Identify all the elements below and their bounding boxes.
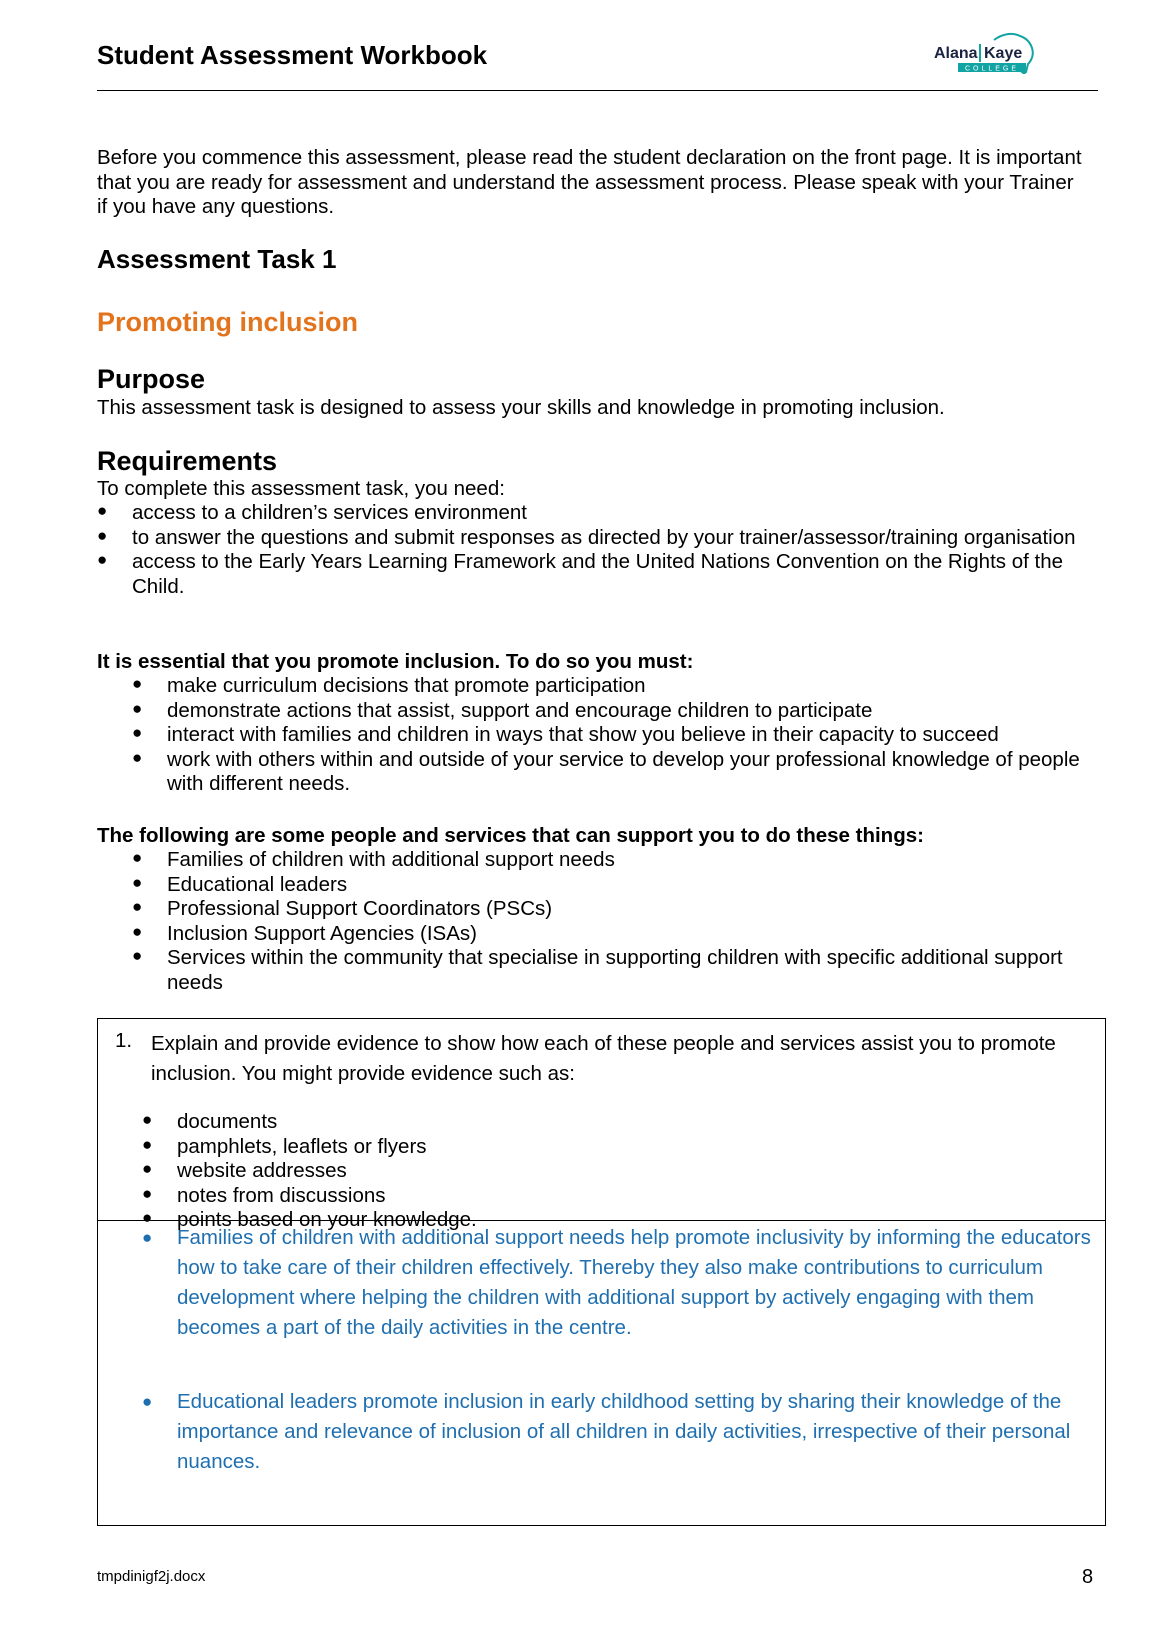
bullet-icon: ● <box>132 747 143 767</box>
page-header <box>97 38 1098 91</box>
answer-divider <box>98 1220 1105 1221</box>
bullet-icon: ● <box>132 674 143 693</box>
bullet-icon: ● <box>97 525 108 545</box>
list-item: ● website addresses <box>142 1159 347 1182</box>
logo-word-college: COLLEGE <box>964 65 1020 73</box>
list-item: ● make curriculum decisions that promote participation <box>132 674 646 697</box>
footer-filename: tmpdinigf2j.docx <box>97 1568 206 1585</box>
requirements-intro: To complete this assessment task, you need: <box>97 477 505 500</box>
list-item: ● access to the Early Years Learning Framework and the United Nations Convention on the Rights of the Child. <box>97 550 1064 598</box>
question-box <box>97 1018 1106 1526</box>
list-item: ● work with others within and outside of your service to develop your professional knowledge of people with different needs. <box>132 747 1080 795</box>
list-item: ● access to a children’s services environment <box>97 501 527 524</box>
question-text: Explain and provide evidence to show how each of these people and services assist you to promote inclusion. You might provide evidence such as: <box>151 1032 1056 1085</box>
answer-paragraph[interactable]: ● Educational leaders promote inclusion in early childhood setting by sharing their knowledge of the importance and relevance of inclusion of all children in daily activities, irrespective of their personal nuances. <box>142 1387 1092 1477</box>
footer-page-number: 8 <box>1082 1566 1094 1588</box>
supports-heading: The following are some people and services that can support you to do these things: <box>97 824 924 847</box>
bullet-icon: ● <box>142 1183 153 1203</box>
supports-list <box>132 848 1087 995</box>
bullet-icon: ● <box>142 1134 153 1154</box>
evidence-list <box>142 1110 1042 1233</box>
bullet-icon: ● <box>132 921 143 941</box>
essential-list <box>132 674 1087 797</box>
requirements-list <box>97 501 1087 599</box>
bullet-icon: ● <box>132 848 143 867</box>
section-title: Promoting inclusion <box>97 307 358 337</box>
list-item: ● Services within the community that specialise in supporting children with specific additional support needs <box>132 946 1063 994</box>
bullet-icon: ● <box>132 698 143 718</box>
college-logo <box>932 32 1042 78</box>
header-title: Student Assessment Workbook <box>97 40 488 70</box>
list-item: ● Professional Support Coordinators (PSCs) <box>132 897 553 920</box>
list-item: ● documents <box>142 1110 278 1133</box>
bullet-icon: ● <box>142 1392 153 1411</box>
list-item: ● Educational leaders <box>132 872 348 896</box>
task-heading: Assessment Task 1 <box>97 244 337 274</box>
bullet-icon: ● <box>132 872 143 892</box>
list-item: ● notes from discussions <box>142 1183 386 1207</box>
requirements-heading: Requirements <box>97 446 278 476</box>
bullet-icon: ● <box>97 550 108 569</box>
question-number: 1. <box>115 1029 133 1052</box>
bullet-icon: ● <box>142 1110 153 1129</box>
bullet-icon: ● <box>132 946 143 965</box>
answer-paragraph[interactable]: ● Families of children with additional support needs help promote inclusivity by informing the educators how to take care of their children effectively. Thereby they also make contributions to curriculum development where helping the children with additional support by actively engaging with them becomes a part of the daily activities in the centre. <box>142 1223 1092 1343</box>
bullet-icon: ● <box>132 897 143 916</box>
list-item: ● interact with families and children in ways that show you believe in their capacity to succeed <box>132 723 999 746</box>
intro-paragraph: Before you commence this assessment, please read the student declaration on the front page. It is important that you are ready for assessment and understand the assessment process. Please speak with your Trainer if you have any questions. <box>97 146 1082 218</box>
list-item: ● Families of children with additional support needs <box>132 848 615 871</box>
logo-word-kaye: Kaye <box>984 45 1023 62</box>
purpose-text: This assessment task is designed to assess your skills and knowledge in promoting inclusion. <box>97 396 945 419</box>
list-item: ● to answer the questions and submit responses as directed by your trainer/assessor/training organisation <box>97 525 1076 549</box>
purpose-heading: Purpose <box>97 364 206 394</box>
list-item: ● Inclusion Support Agencies (ISAs) <box>132 921 477 945</box>
list-item: ● points based on your knowledge. <box>142 1208 477 1231</box>
bullet-icon: ● <box>142 1228 153 1247</box>
essential-heading: It is essential that you promote inclusion. To do so you must: <box>97 650 694 673</box>
bullet-icon: ● <box>97 501 108 520</box>
bullet-icon: ● <box>142 1159 153 1178</box>
logo-word-alana: Alana <box>934 45 978 62</box>
bullet-icon: ● <box>142 1208 153 1227</box>
list-item: ● demonstrate actions that assist, support and encourage children to participate <box>132 698 873 722</box>
bullet-icon: ● <box>132 723 143 742</box>
list-item: ● pamphlets, leaflets or flyers <box>142 1134 427 1158</box>
